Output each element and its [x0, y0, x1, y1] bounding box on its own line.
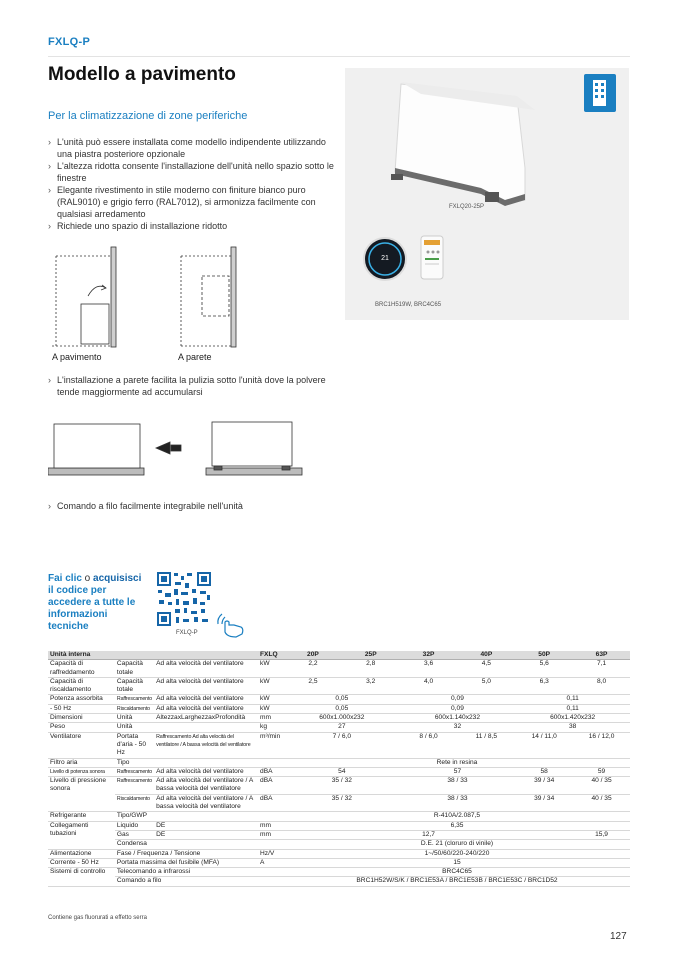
- table-row: Filtro aria Tipo Rete in resina: [48, 758, 630, 767]
- table-row: Refrigerante Tipo/GWP R-410A/2.087,5: [48, 812, 630, 821]
- table-row: Capacità di riscaldamento Capacità totale Ad alta velocità del ventilatore kW 2,5 3,2 4,0 5,0 6,3 8,0: [48, 677, 630, 695]
- list-item: › L'installazione a parete facilita la pulizia sotto l'unità dove la polvere tende maggiormente ad accumularsi: [48, 374, 338, 398]
- qr-code[interactable]: [156, 571, 212, 627]
- table-header-row: [48, 651, 630, 660]
- wall-install-note: [48, 374, 338, 398]
- column-header: 40P: [457, 651, 515, 660]
- floor-mount-label: A pavimento: [52, 352, 102, 362]
- list-item: › Elegante rivestimento in stile moderno con finiture bianco puro (RAL9010) e grigio ferro (RAL7012), si armonizza facilmente con qualsiasi arredamento: [48, 184, 338, 220]
- list-item: › Richiede uno spazio di installazione ridotto: [48, 220, 338, 232]
- column-header: 32P: [400, 651, 458, 660]
- cleaning-diagram: [48, 412, 308, 484]
- list-item: › L'unità può essere installata come modello indipendente utilizzando una piastra posteriore opzionale: [48, 136, 338, 160]
- column-header: 63P: [573, 651, 630, 660]
- table-row: Livello di potenza sonora Raffrescamento Ad alta velocità del ventilatore dBA 54 57 58 59: [48, 767, 630, 776]
- feature-list: [48, 136, 338, 232]
- series-label: FXLQ-P: [48, 36, 91, 48]
- list-item: › L'altezza ridotta consente l'installazione dell'unità nello spazio sotto le finestre: [48, 160, 338, 184]
- product-illustration: [345, 68, 629, 320]
- table-row: Dimensioni Unità AltezzaxLarghezzaxProfondità mm 600x1.000x232 600x1.140x232 600x1.420x232: [48, 714, 630, 723]
- remote-caption: BRC1H519W, BRC4C65: [375, 302, 442, 308]
- qr-caption: FXLQ-P: [176, 630, 198, 636]
- table-row: - 50 Hz Riscaldamento Ad alta velocità del ventilatore kW 0,05 0,09 0,11: [48, 704, 630, 713]
- top-divider: [48, 56, 630, 57]
- table-row: Gas DE mm 12,7 15,9: [48, 830, 630, 839]
- list-item: › Comando a filo facilmente integrabile nell'unità: [48, 500, 338, 512]
- column-header: 50P: [515, 651, 573, 660]
- table-row: Peso Unità kg 27 32 38: [48, 723, 630, 732]
- table-row: Sistemi di controllo Telecomando a infrarossi BRC4C65: [48, 868, 630, 877]
- remote-display: 21: [381, 255, 389, 262]
- column-header: 20P: [284, 651, 342, 660]
- product-image-panel: [345, 68, 629, 320]
- installation-diagram: [48, 244, 248, 352]
- table-row: Comando a filo BRC1H52W/S/K / BRC1E53A / BRC1E53B / BRC1E53C / BRC1D52: [48, 877, 630, 886]
- column-header: 25P: [342, 651, 400, 660]
- page-number: 127: [610, 931, 627, 942]
- table-row: Alimentazione Fase / Frequenza / Tensione Hz/V 1~/50/60/220-240/220: [48, 849, 630, 858]
- spec-table: [48, 651, 630, 887]
- table-row: Capacità di raffreddamento Capacità totale Ad alta velocità del ventilatore kW 2,2 2,8 3,6 4,5 5,6 7,1: [48, 660, 630, 678]
- wired-remote-note: [48, 500, 338, 512]
- table-row: Potenza assorbita Raffrescamento Ad alta velocità del ventilatore kW 0,05 0,09 0,11: [48, 695, 630, 704]
- footnote: Contiene gas fluorurati a effetto serra: [48, 915, 147, 921]
- qr-instructions: Fai clic o acquisisci il codice per accedere a tutte le informazioni tecniche: [48, 573, 142, 632]
- column-header: Unità interna: [48, 651, 115, 660]
- table-row: Collegamenti tubazioni Liquido DE mm 6,35: [48, 821, 630, 830]
- column-header: FXLQ: [258, 651, 284, 660]
- table-row: Ventilatore Portata d'aria - 50 Hz Raffrescamento Ad alta velocità del ventilatore / A bassa velocità del ventilatore m³/min 7 / 6,0 8 / 6,0 11 / 8,5 14 / 11,0 16 / 12,0: [48, 732, 630, 758]
- wall-mount-label: A parete: [178, 352, 212, 362]
- page-title: Modello a pavimento: [48, 64, 236, 85]
- table-row: Riscaldamento Ad alta velocità del ventilatore / A bassa velocità del ventilatore dBA 35 / 32 38 / 33 39 / 34 40 / 35: [48, 794, 630, 812]
- table-row: Livello di pressione sonora Raffrescamento Ad alta velocità del ventilatore / A bassa velocità del ventilatore dBA 35 / 32 38 / 33 39 / 34 40 / 35: [48, 777, 630, 795]
- page-subtitle: Per la climatizzazione di zone periferiche: [48, 110, 248, 122]
- unit-caption: FXLQ20-25P: [449, 204, 485, 210]
- column-header: [154, 651, 258, 660]
- tap-hand-icon: [214, 612, 248, 638]
- table-row: Condensa D.E. 21 (cloruro di vinile): [48, 840, 630, 849]
- table-row: Corrente - 50 Hz Portata massima del fusibile (MFA) A 15: [48, 858, 630, 867]
- column-header: [115, 651, 154, 660]
